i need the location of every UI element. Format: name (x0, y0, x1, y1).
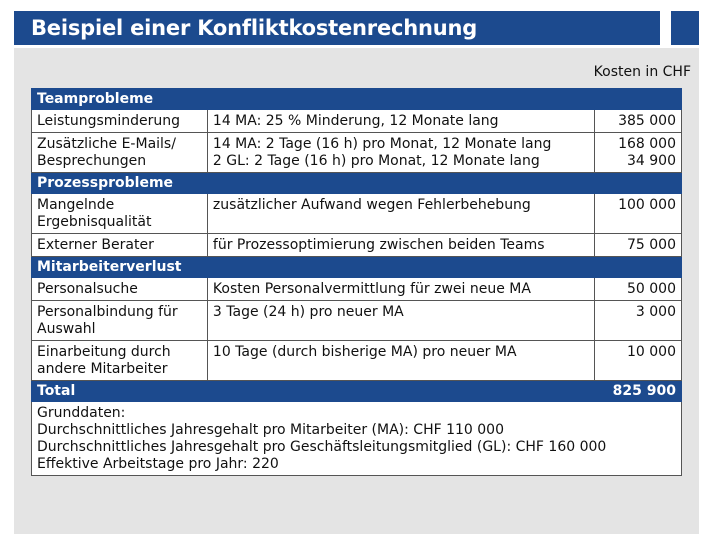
cost-item: Personalsuche (32, 278, 208, 301)
section-header-staff (32, 257, 682, 278)
cost-description: zusätzlicher Aufwand wegen Fehlerbehebung (207, 194, 594, 234)
note-line: Durchschnittliches Jahresgehalt pro Geschäftsleitungsmitglied (GL): CHF 160 000 (37, 439, 607, 455)
base-data-notes (32, 402, 682, 476)
title-bar (14, 11, 660, 45)
cost-value: 10 000 (595, 341, 682, 381)
section-header-team (32, 89, 682, 110)
page-title: Beispiel einer Konfliktkostenrechnung (31, 16, 478, 40)
cost-item: Zusätzliche E-Mails/ Besprechungen (32, 133, 208, 173)
cost-description (207, 133, 594, 173)
notes-row (32, 402, 682, 476)
cost-description: für Prozessoptimierung zwischen beiden Teams (207, 234, 594, 257)
cost-value-line: 34 900 (627, 153, 676, 169)
cost-value (595, 133, 682, 173)
cost-item: Mangelnde Ergebnisqualität (32, 194, 208, 234)
section-label: Teamprobleme (32, 89, 682, 110)
cost-item: Personalbindung für Auswahl (32, 301, 208, 341)
section-label: Mitarbeiterverlust (32, 257, 682, 278)
cost-table (31, 88, 682, 476)
total-label: Total (32, 381, 595, 402)
cost-value: 385 000 (595, 110, 682, 133)
table-row (32, 278, 682, 301)
cost-value: 100 000 (595, 194, 682, 234)
cost-value: 75 000 (595, 234, 682, 257)
cost-description: 14 MA: 25 % Minderung, 12 Monate lang (207, 110, 594, 133)
section-label: Prozessprobleme (32, 173, 682, 194)
currency-note: Kosten in CHF (593, 64, 691, 80)
cost-value: 3 000 (595, 301, 682, 341)
cost-item: Leistungsminderung (32, 110, 208, 133)
section-header-process (32, 173, 682, 194)
table-row (32, 341, 682, 381)
cost-description: 10 Tage (durch bisherige MA) pro neuer MA (207, 341, 594, 381)
total-row (32, 381, 682, 402)
cost-item: Einarbeitung durch andere Mitarbeiter (32, 341, 208, 381)
cost-description-line: 14 MA: 2 Tage (16 h) pro Monat, 12 Monate lang (212, 136, 552, 152)
table-row (32, 234, 682, 257)
cost-description: Kosten Personalvermittlung für zwei neue MA (207, 278, 594, 301)
cost-item: Externer Berater (32, 234, 208, 257)
cost-description: 3 Tage (24 h) pro neuer MA (207, 301, 594, 341)
table-row (32, 133, 682, 173)
table-row (32, 110, 682, 133)
note-line: Effektive Arbeitstage pro Jahr: 220 (37, 456, 279, 472)
cost-value: 50 000 (595, 278, 682, 301)
note-line: Durchschnittliches Jahresgehalt pro Mitarbeiter (MA): CHF 110 000 (37, 422, 504, 438)
cost-description-line: 2 GL: 2 Tage (16 h) pro Monat, 12 Monate lang (212, 153, 540, 169)
cost-value-line: 168 000 (618, 136, 676, 152)
note-line: Grunddaten: (37, 405, 126, 421)
title-accent-block (671, 11, 699, 45)
table-row (32, 301, 682, 341)
total-value: 825 900 (595, 381, 682, 402)
table-row (32, 194, 682, 234)
